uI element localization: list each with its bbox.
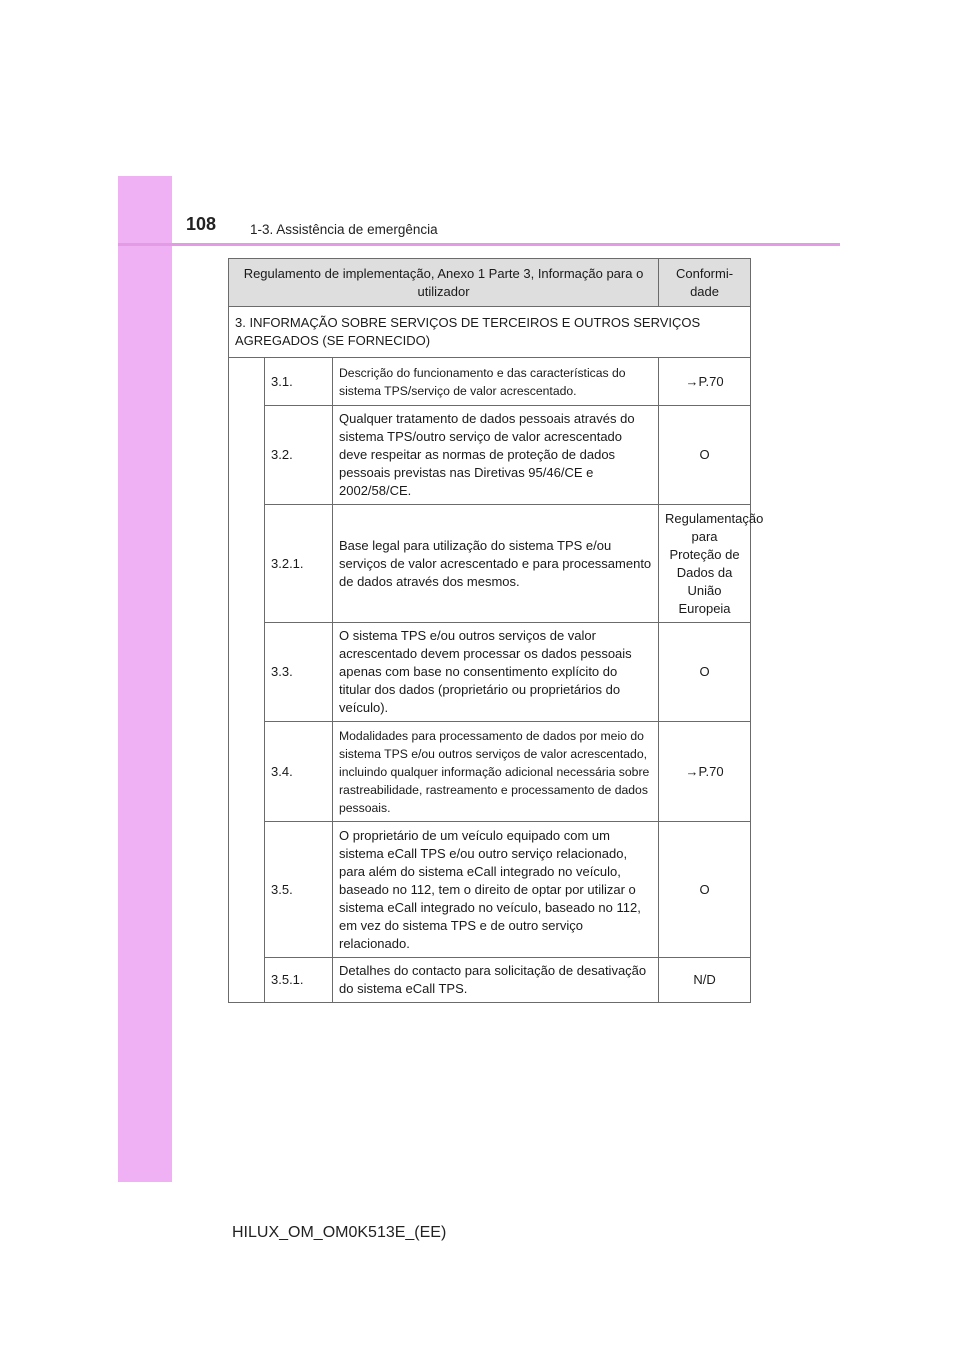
row-number: 3.2. (265, 406, 333, 505)
header-conformity: Conformi-dade (659, 259, 751, 307)
row-description: Detalhes do contacto para solicitação de desativação do sistema eCall TPS. (333, 958, 659, 1003)
row-number: 3.3. (265, 623, 333, 722)
document-code: HILUX_OM_OM0K513E_(EE) (232, 1224, 447, 1241)
row-description: Modalidades para processamento de dados por meio do sistema TPS e/ou outros serviços de valor acrescentado, incluindo qualquer informação adicional necessária sobre rastreabilidade, rastreamento e processamento de dados pessoais. (333, 722, 659, 822)
row-description: O proprietário de um veículo equipado com um sistema eCall TPS e/ou outro serviço relacionado, para além do sistema eCall integrado no veículo, baseado no 112, tem o direito de optar por utilizar o sistema eCall integrado no veículo, baseado no 112, em vez do sistema TPS e de outro serviço relacionado. (333, 822, 659, 958)
header-regulation: Regulamento de implementação, Anexo 1 Parte 3, Informação para o utilizador (229, 259, 659, 307)
row-conformity: N/D (659, 958, 751, 1003)
row-description: O sistema TPS e/ou outros serviços de valor acrescentado devem processar os dados pessoais apenas com base no consentimento explícito do titular dos dados (proprietário ou proprietários do veículo). (333, 623, 659, 722)
indent-cell (229, 358, 265, 1003)
side-color-band (118, 176, 172, 1182)
row-description: Qualquer tratamento de dados pessoais através do sistema TPS/outro serviço de valor acrescentado deve respeitar as normas de proteção de dados pessoais previstas nas Diretivas 95/46/CE e 2002/58/CE. (333, 406, 659, 505)
header-rule (118, 243, 840, 246)
table-row (229, 722, 751, 822)
table-row (229, 623, 751, 722)
row-number: 3.1. (265, 358, 333, 406)
row-conformity: Regulamentação para Proteção de Dados da União Europeia (659, 505, 751, 623)
row-conformity: O (659, 822, 751, 958)
table-row (229, 822, 751, 958)
table-row (229, 406, 751, 505)
row-number: 3.2.1. (265, 505, 333, 623)
row-conformity: →P.70 (659, 722, 751, 822)
table-row (229, 505, 751, 623)
row-description: Base legal para utilização do sistema TPS e/ou serviços de valor acrescentado e para processamento de dados através dos mesmos. (333, 505, 659, 623)
table-header-row (229, 259, 751, 307)
row-number: 3.5. (265, 822, 333, 958)
section-title-cell: 3. INFORMAÇÃO SOBRE SERVIÇOS DE TERCEIROS E OUTROS SERVIÇOS AGREGADOS (SE FORNECIDO) (229, 307, 751, 358)
row-number: 3.4. (265, 722, 333, 822)
section-row (229, 307, 751, 358)
regulation-table (228, 258, 764, 1003)
row-description: Descrição do funcionamento e das características do sistema TPS/serviço de valor acrescentado. (333, 358, 659, 406)
row-conformity: O (659, 623, 751, 722)
table-row (229, 358, 751, 406)
section-title: 1-3. Assistência de emergência (250, 222, 438, 237)
page-number: 108 (186, 214, 217, 234)
row-conformity: O (659, 406, 751, 505)
row-number: 3.5.1. (265, 958, 333, 1003)
table-row (229, 958, 751, 1003)
row-conformity: →P.70 (659, 358, 751, 406)
